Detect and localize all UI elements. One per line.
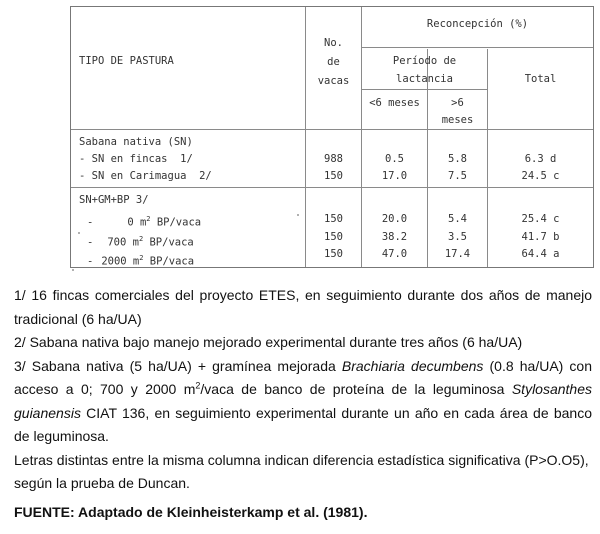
- header-no-line2: de: [327, 56, 340, 68]
- species-name: Brachiaria decumbens: [341, 357, 484, 374]
- scan-speck: [72, 269, 74, 271]
- row-label: - SN en fincas 1/: [79, 153, 193, 165]
- cell-lt6: 17.0: [381, 170, 408, 182]
- header-total: Total: [524, 73, 557, 85]
- scan-speck: [78, 232, 80, 234]
- header-bottom-rule: [71, 129, 593, 130]
- cell-vacas: 988: [324, 153, 343, 165]
- cell-vacas: 150: [324, 213, 343, 225]
- cell-gt6: 5.8: [448, 153, 467, 165]
- row-divider: [361, 89, 487, 90]
- cell-gt6: 5.4: [448, 213, 467, 225]
- row-divider: [361, 47, 593, 48]
- header-no-line3: vacas: [317, 75, 350, 87]
- cell-gt6: 7.5: [448, 170, 467, 182]
- cell-vacas: 150: [324, 170, 343, 182]
- group-title-sabana: Sabana nativa (SN): [79, 136, 193, 148]
- cell-vacas: 150: [324, 248, 343, 260]
- cell-lt6: 38.2: [381, 231, 408, 243]
- cell-total: 41.7 b: [521, 231, 560, 243]
- header-reconcepcion: Reconcepción (%): [426, 18, 529, 30]
- source-line: FUENTE: Adaptado de Kleinheisterkamp et al. (1981).: [14, 503, 368, 520]
- row-label: - 700 $m^2$ BP/vaca: [87, 235, 194, 249]
- cell-vacas: 150: [324, 231, 343, 243]
- footnote-3: 3/ Sabana nativa (5 ha/UA) + gramínea mejorada Brachiaria decumbens (0.8 ha/UA) con acceso a 0; 700 y 2000 $m^2$/vaca de banco de proteína de la leguminosa Stylosanthes guianensis CIAT 136, en seguimiento experimental durante un año en cada área de banco de leguminosa.: [14, 357, 593, 444]
- cell-lt6: 47.0: [381, 248, 408, 260]
- column-divider: [361, 7, 362, 267]
- data-table: [70, 6, 594, 268]
- cell-gt6: 17.4: [444, 248, 471, 260]
- group-title-sngmbp: SN+GM+BP 3/: [79, 194, 149, 206]
- footnotes: [14, 284, 592, 524]
- row-label: - 2000 $m^2$ BP/vaca: [87, 254, 195, 268]
- header-gt6-line2: meses: [441, 114, 474, 126]
- cell-gt6: 3.5: [448, 231, 467, 243]
- row-label: - 0 $m^2$ BP/vaca: [87, 215, 202, 229]
- header-periodo-line2: lactancia: [396, 73, 453, 85]
- cell-total: 24.5 c: [521, 170, 560, 182]
- header-gt6-line1: >6: [451, 97, 464, 109]
- species-name: Stylosanthes guianensis: [14, 381, 593, 421]
- cell-lt6: 0.5: [385, 153, 404, 165]
- footnote-1: 1/ 16 fincas comerciales del proyecto ETES, en seguimiento durante dos años de manejo tradicional (6 ha/UA): [14, 287, 592, 327]
- group-divider: [71, 187, 593, 188]
- scan-speck: [297, 214, 299, 216]
- cell-total: 64.4 a: [521, 248, 560, 260]
- footnote-2: 2/ Sabana nativa bajo manejo mejorado experimental durante tres años (6 ha/UA): [14, 334, 523, 350]
- cell-total: 25.4 c: [521, 213, 560, 225]
- row-label: - SN en Carimagua 2/: [79, 170, 212, 182]
- header-lt6: <6 meses: [369, 97, 420, 109]
- cell-lt6: 20.0: [381, 213, 408, 225]
- footnote-significance: Letras distintas entre la misma columna indican diferencia estadística significativa (P>O.O5), según la prueba de Duncan.: [14, 451, 589, 491]
- cell-total: 6.3 d: [524, 153, 557, 165]
- header-no-line1: No.: [324, 37, 343, 49]
- header-tipo: TIPO DE PASTURA: [79, 55, 174, 67]
- header-periodo-line1: Período de: [392, 55, 457, 67]
